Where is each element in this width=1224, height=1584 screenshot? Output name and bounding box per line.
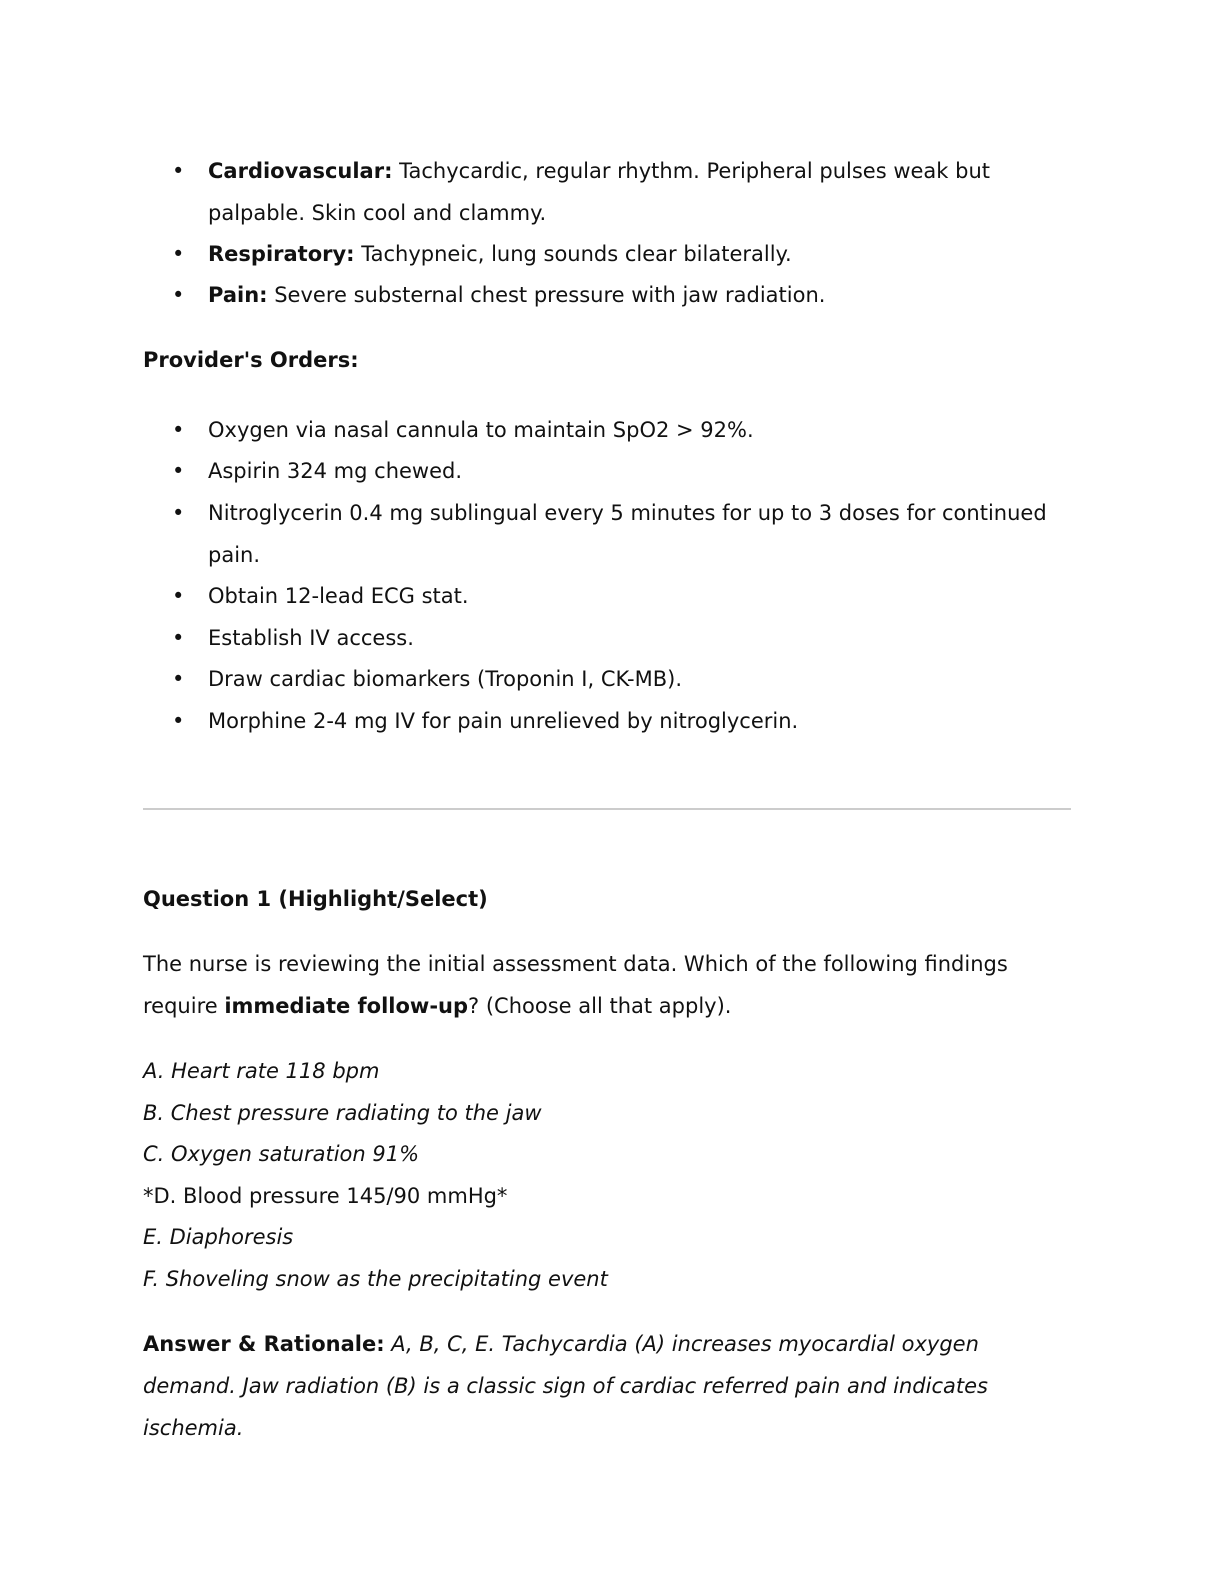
answer-rationale: Answer & Rationale: A, B, C, E. Tachycardia (A) increases myocardial oxygen demand. Jaw radiation (B) is a classic sign of cardiac referred pain and indicates ischemia. <box>143 1332 988 1440</box>
order-item: • Establish IV access. <box>208 617 1078 659</box>
option-b: B. Chest pressure radiating to the jaw <box>143 1101 542 1125</box>
order-item: • Aspirin 324 mg chewed. <box>208 450 1078 492</box>
order-item: • Obtain 12-lead ECG stat. <box>208 575 1078 617</box>
divider <box>143 808 1071 810</box>
option-d: *D. Blood pressure 145/90 mmHg* <box>143 1184 508 1208</box>
order-item: • Oxygen via nasal cannula to maintain SpO2 > 92%. <box>208 409 1078 451</box>
question-stem: The nurse is reviewing the initial assessment data. Which of the following findings require immediate follow-up? (Choose all that apply). <box>143 952 1008 1018</box>
option-a: A. Heart rate 118 bpm <box>143 1059 380 1083</box>
option-c: C. Oxygen saturation 91% <box>143 1142 420 1166</box>
order-item: • Draw cardiac biomarkers (Troponin I, CK-MB). <box>208 658 1078 700</box>
question-heading: Question 1 (Highlight/Select) <box>143 887 488 911</box>
assessment-item: • Pain: Severe substernal chest pressure with jaw radiation. <box>208 274 1078 316</box>
option-f: F. Shoveling snow as the precipitating event <box>143 1267 608 1291</box>
assessment-item: • Respiratory: Tachypneic, lung sounds clear bilaterally. <box>208 233 1078 275</box>
orders-heading: Provider's Orders: <box>143 348 359 372</box>
option-e: E. Diaphoresis <box>143 1225 294 1249</box>
assessment-item: • Cardiovascular: Tachycardic, regular rhythm. Peripheral pulses weak but palpable. Skin cool and clammy. <box>208 150 1078 234</box>
order-item: • Nitroglycerin 0.4 mg sublingual every 5 minutes for up to 3 doses for continued pain. <box>208 492 1078 576</box>
order-item: • Morphine 2-4 mg IV for pain unrelieved by nitroglycerin. <box>208 700 1078 742</box>
